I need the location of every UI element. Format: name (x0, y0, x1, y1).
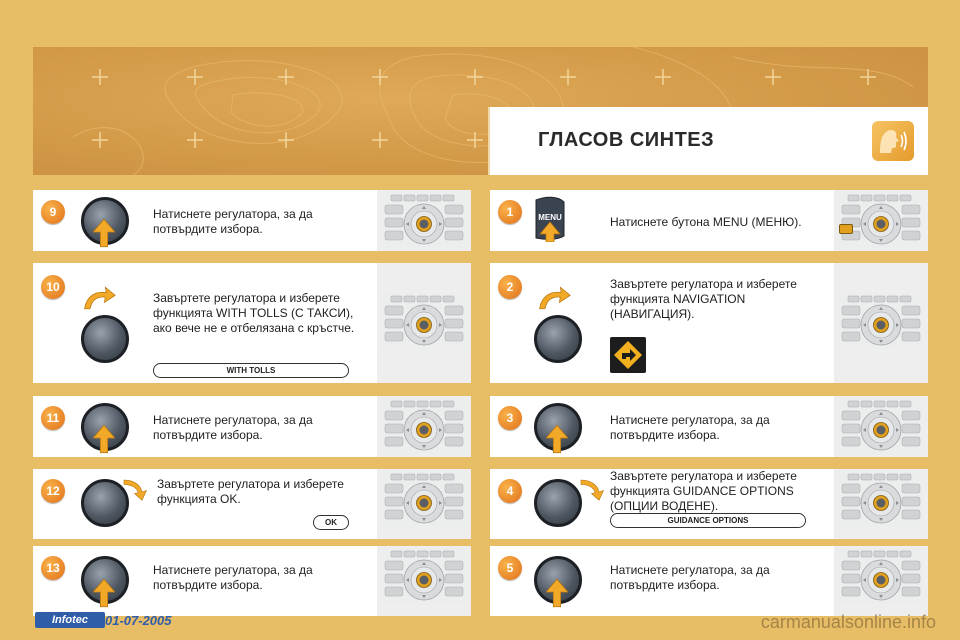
press-arrow-icon (93, 218, 115, 248)
step-3-panel (490, 396, 928, 457)
menu-option-pill: GUIDANCE OPTIONS (610, 513, 806, 528)
infotec-logo: Infotec (35, 612, 105, 628)
press-arrow-icon (93, 578, 115, 608)
step-description: Натиснете бутона MENU (МЕНЮ). (610, 215, 802, 229)
step-number-badge: 4 (498, 479, 522, 503)
step-9-panel (33, 190, 471, 251)
rotate-arrow-icon (578, 475, 608, 503)
step-description: Завъртете регулатора и изберете функцията WITH TOLLS (С ТАКСИ), ако вече не е отбелязана с кръстче. (153, 291, 355, 335)
step-11-panel (33, 396, 471, 457)
step-description: Завъртете регулатора и изберете функцията GUIDANCE OPTIONS (ОПЦИИ ВОДЕНЕ). (610, 469, 797, 513)
step-2-panel (490, 263, 928, 383)
step-description: Завъртете регулатора и изберете функцията OK. (157, 477, 344, 506)
console-illustration (834, 263, 928, 383)
control-knob (534, 479, 582, 527)
page-title: ГЛАСОВ СИНТЕЗ (538, 129, 715, 151)
step-description: Натиснете регулатора, за да потвърдите избора. (153, 207, 313, 236)
navigation-icon (610, 337, 646, 373)
step-number-badge: 1 (498, 200, 522, 224)
step-description: Натиснете регулатора, за да потвърдите избора. (153, 413, 313, 442)
step-description: Натиснете регулатора, за да потвърдите избора. (610, 413, 770, 442)
console-illustration (377, 263, 471, 383)
step-description: Натиснете регулатора, за да потвърдите избора. (153, 563, 313, 592)
menu-button-icon (532, 196, 566, 242)
console-illustration (834, 396, 928, 457)
control-knob (534, 315, 582, 363)
voice-synthesis-icon (872, 121, 914, 161)
step-number-badge: 11 (41, 406, 65, 430)
step-number-badge: 12 (41, 479, 65, 503)
step-number-badge: 3 (498, 406, 522, 430)
step-12-panel (33, 469, 471, 539)
press-arrow-icon (546, 424, 568, 454)
rotate-arrow-icon (121, 475, 151, 503)
step-number-badge: 5 (498, 556, 522, 580)
menu-option-pill: OK (313, 515, 349, 530)
step-13-panel (33, 546, 471, 616)
console-illustration (834, 190, 928, 251)
step-number-badge: 10 (41, 275, 65, 299)
step-number-badge: 9 (41, 200, 65, 224)
step-4-panel (490, 469, 928, 539)
step-description: Натиснете регулатора, за да потвърдите избора. (610, 563, 770, 592)
site-watermark: carmanualsonline.info (760, 612, 936, 632)
section-title-box (488, 107, 928, 175)
step-5-panel (490, 546, 928, 616)
step-1-panel (490, 190, 928, 251)
press-arrow-icon (546, 578, 568, 608)
control-knob (81, 315, 129, 363)
rotate-arrow-icon (536, 283, 572, 313)
step-10-panel (33, 263, 471, 383)
console-illustration (834, 469, 928, 539)
console-illustration (377, 546, 471, 616)
step-number-badge: 13 (41, 556, 65, 580)
console-illustration (377, 469, 471, 539)
step-description: Завъртете регулатора и изберете функцията NAVIGATION (НАВИГАЦИЯ). (610, 277, 797, 321)
menu-option-pill: WITH TOLLS (153, 363, 349, 378)
step-number-badge: 2 (498, 275, 522, 299)
rotate-arrow-icon (81, 283, 117, 313)
document-date: 01-07-2005 (105, 613, 172, 628)
console-illustration (377, 190, 471, 251)
console-illustration (834, 546, 928, 616)
console-illustration (377, 396, 471, 457)
menu-button-label: MENU (538, 213, 562, 222)
highlighted-menu-key (839, 224, 853, 234)
press-arrow-icon (93, 424, 115, 454)
